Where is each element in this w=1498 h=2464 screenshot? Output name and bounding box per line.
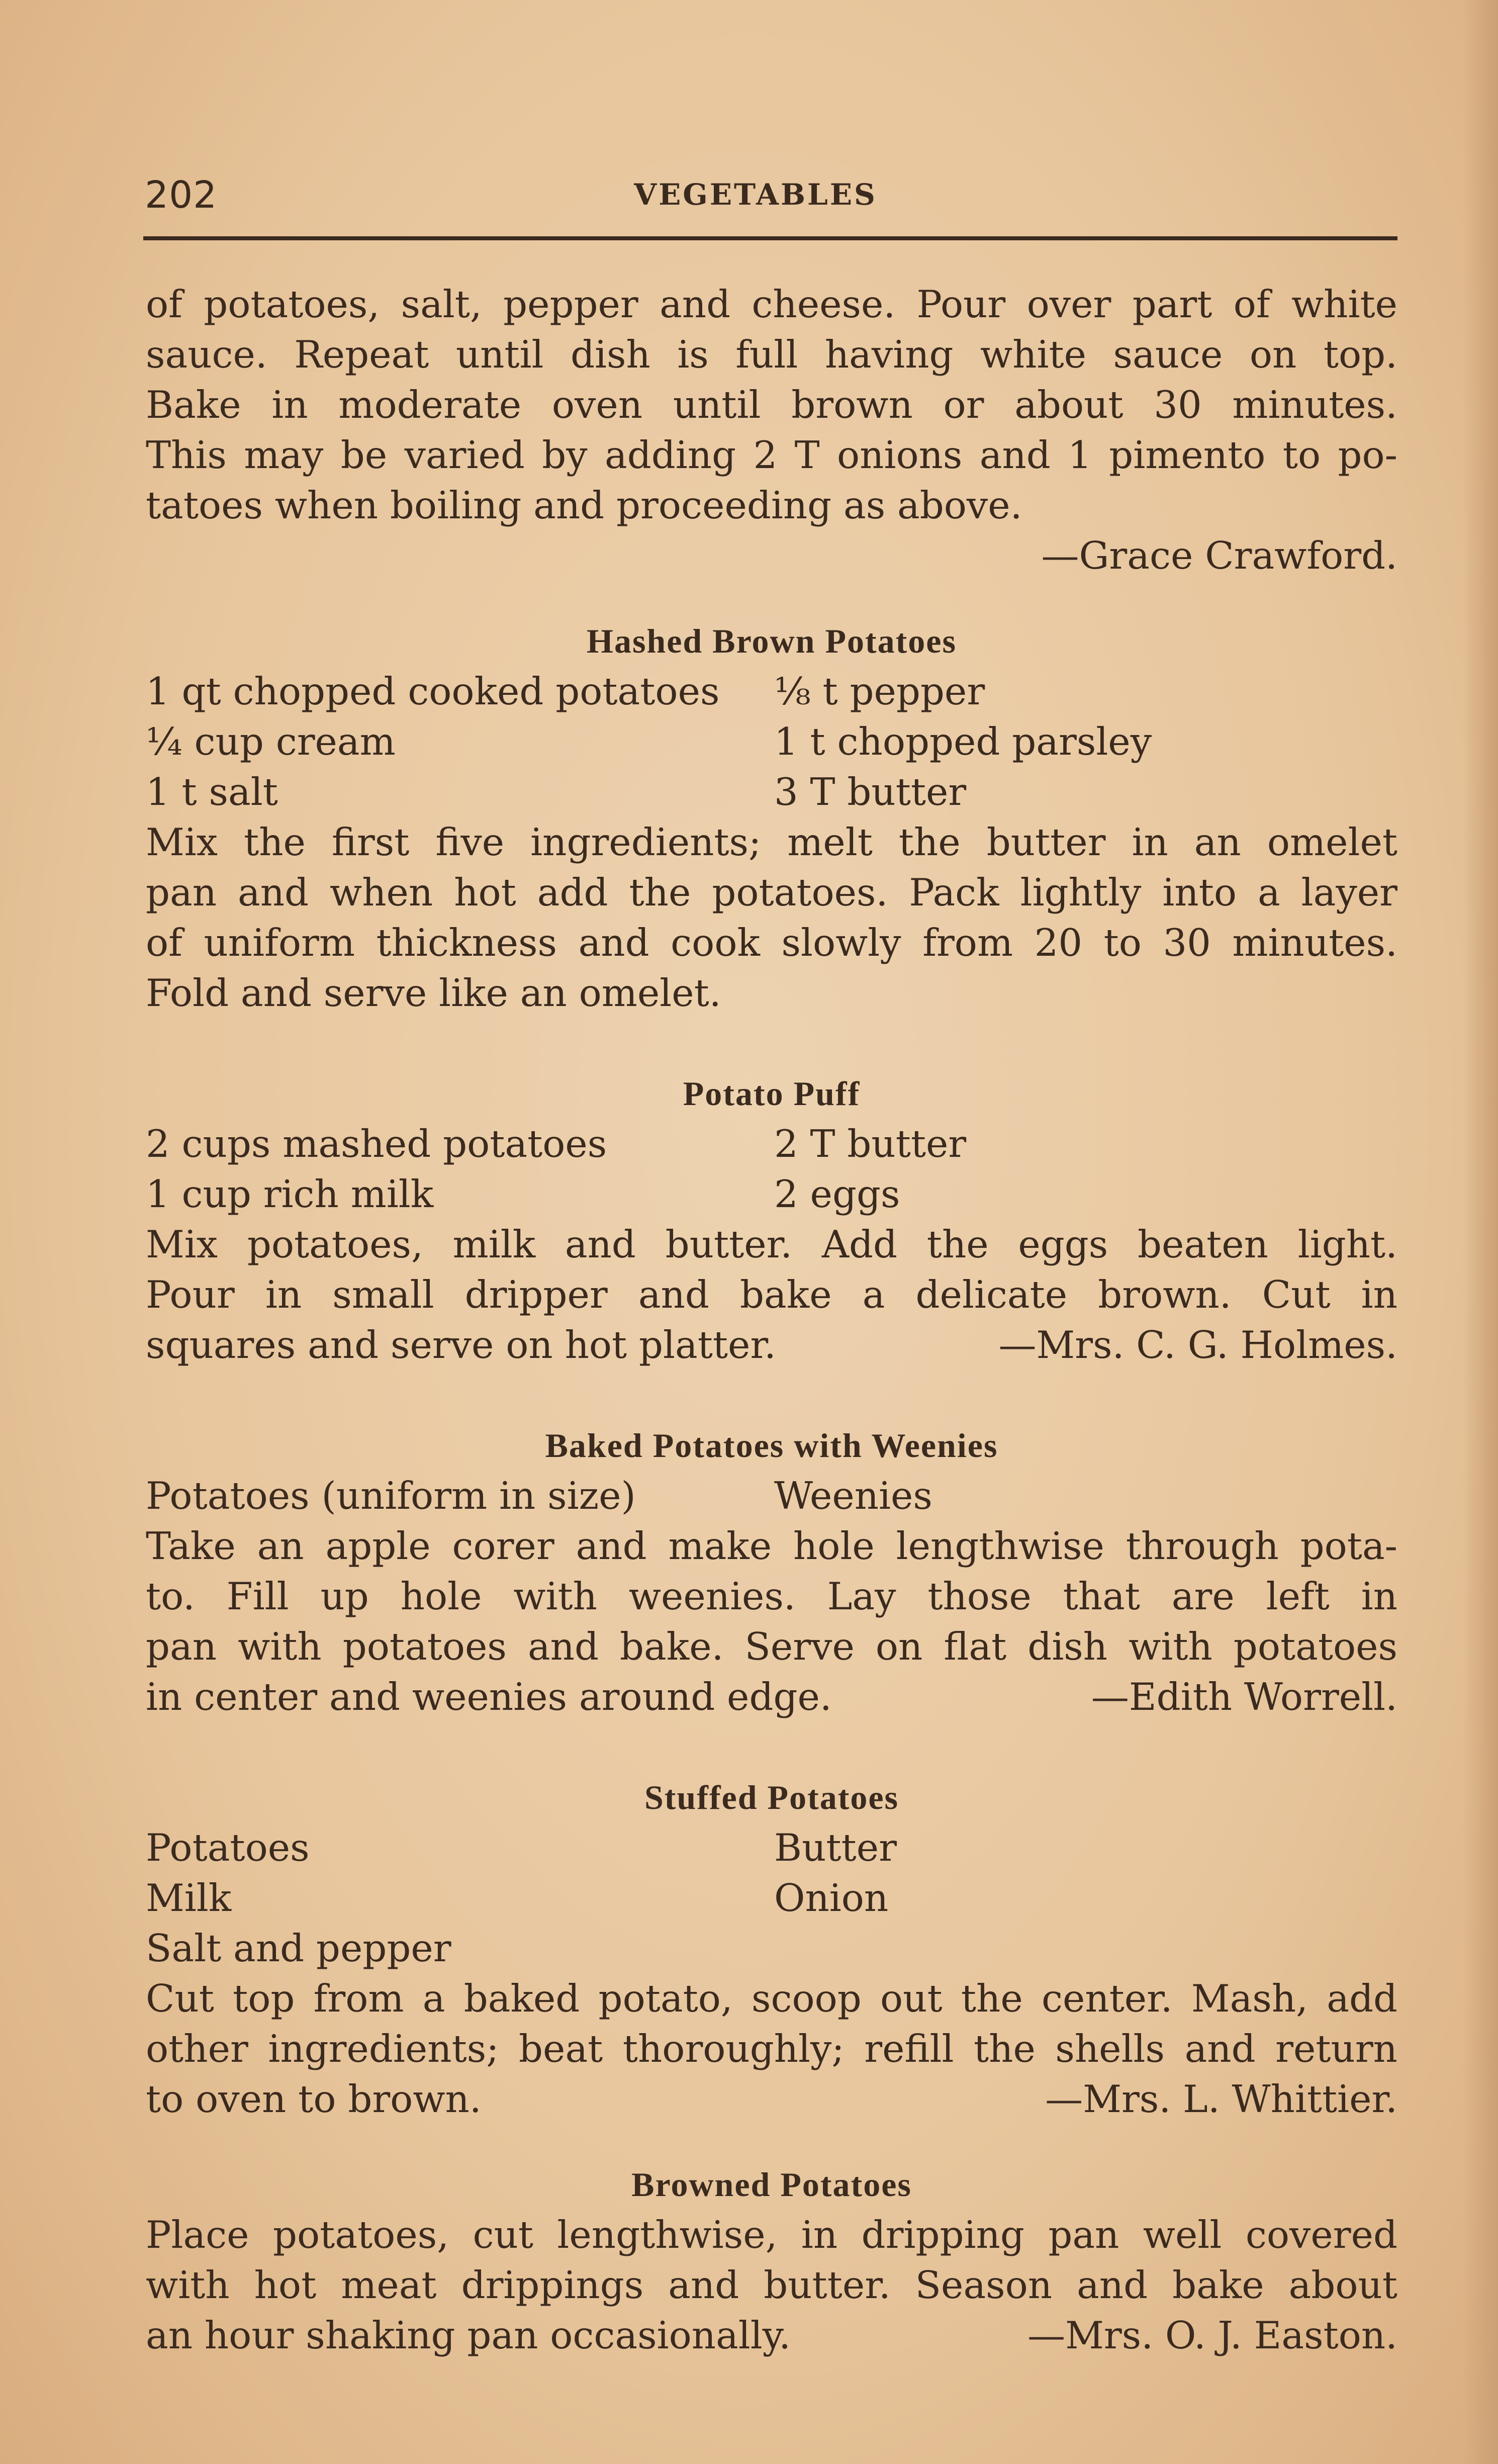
- recipe-title: Baked Potatoes with Weenies: [545, 1426, 998, 1465]
- continued-recipe: [146, 279, 1397, 581]
- paragraph-line: This may be varied by adding 2 T onions and 1 pimento to po-: [146, 433, 1397, 477]
- ingredient: 2 cups mashed potatoes: [146, 1122, 607, 1166]
- paragraph-line: Mix potatoes, milk and butter. Add the eggs beaten light.: [146, 1222, 1397, 1266]
- paragraph-line: [146, 1320, 1397, 1370]
- paragraph-line: Fold and serve like an omelet.: [146, 971, 721, 1015]
- recipe-hashed-brown-potatoes: [146, 616, 1397, 1018]
- paragraph-line: Bake in moderate oven until brown or about 30 minutes.: [146, 383, 1397, 427]
- ingredient: ⅛ t pepper: [774, 669, 985, 713]
- ingredient-row: [146, 1119, 1397, 1169]
- paragraph-line: of potatoes, salt, pepper and cheese. Pour over part of white: [146, 282, 1397, 326]
- page-content: [146, 279, 1397, 2360]
- ingredient: Butter: [774, 1826, 897, 1870]
- recipe-title: Browned Potatoes: [631, 2165, 912, 2204]
- paragraph-line: Mix the first five ingredients; melt the butter in an omelet: [146, 820, 1397, 864]
- ingredient: Onion: [774, 1876, 889, 1920]
- recipe-browned-potatoes: [146, 2159, 1397, 2360]
- recipe-attribution: —Mrs. C. G. Holmes.: [998, 1323, 1397, 1367]
- paragraph-line: Pour in small dripper and bake a delicate brown. Cut in: [146, 1272, 1397, 1317]
- recipe-attribution: —Grace Crawford.: [1041, 533, 1397, 578]
- recipe-title: Stuffed Potatoes: [644, 1778, 899, 1816]
- ingredient-row: [146, 1822, 1397, 1873]
- recipe-baked-potatoes-weenies: [146, 1420, 1397, 1722]
- section-title: VEGETABLES: [634, 177, 877, 212]
- ingredient-list: [146, 1119, 1397, 1219]
- ingredient: ¼ cup cream: [146, 719, 396, 764]
- paragraph-line: pan with potatoes and bake. Serve on flat dish with potatoes: [146, 1624, 1397, 1669]
- paragraph-line: [146, 2310, 1397, 2360]
- paragraph-line: tatoes when boiling and proceeding as above.: [146, 483, 1022, 527]
- paragraph-text: in center and weenies around edge.: [146, 1675, 832, 1719]
- paragraph-line: [146, 1672, 1397, 1722]
- paragraph-line: to. Fill up hole with weenies. Lay those that are left in: [146, 1574, 1397, 1618]
- paragraph-line: Place potatoes, cut lengthwise, in dripping pan well covered: [146, 2213, 1397, 2257]
- ingredient-list: [146, 1471, 1397, 1521]
- header-rule: [143, 236, 1397, 240]
- ingredient-list: [146, 1822, 1397, 1973]
- paragraph-line: Take an apple corer and make hole lengthwise through pota-: [146, 1524, 1397, 1568]
- ingredient-row: [146, 1923, 1397, 1973]
- paragraph-text: an hour shaking pan occasionally.: [146, 2313, 791, 2357]
- ingredient: 1 cup rich milk: [146, 1172, 434, 1216]
- paragraph-line: Cut top from a baked potato, scoop out the center. Mash, add: [146, 1976, 1397, 2021]
- recipe-stuffed-potatoes: [146, 1772, 1397, 2124]
- ingredient: 1 t salt: [146, 770, 278, 814]
- page-edge-shadow: [1463, 0, 1498, 2464]
- paragraph-line: pan and when hot add the potatoes. Pack lightly into a layer: [146, 870, 1397, 915]
- ingredient: Potatoes (uniform in size): [146, 1474, 636, 1518]
- paragraph-line: sauce. Repeat until dish is full having white sauce on top.: [146, 332, 1397, 377]
- ingredient: Salt and pepper: [146, 1926, 451, 1970]
- recipe-attribution: —Mrs. L. Whittier.: [1045, 2077, 1397, 2121]
- page-number: 202: [145, 173, 218, 217]
- ingredient: 2 T butter: [774, 1122, 967, 1166]
- recipe-title: Potato Puff: [683, 1074, 861, 1113]
- paragraph-line: [146, 2074, 1397, 2124]
- ingredient-list: [146, 666, 1397, 817]
- paragraph-text: to oven to brown.: [146, 2077, 482, 2121]
- ingredient-row: [146, 1873, 1397, 1923]
- ingredient-row: [146, 1169, 1397, 1219]
- ingredient-row: [146, 666, 1397, 716]
- recipe-title: Hashed Brown Potatoes: [587, 622, 957, 660]
- ingredient-row: [146, 1471, 1397, 1521]
- ingredient: 2 eggs: [774, 1172, 900, 1216]
- ingredient: Milk: [146, 1876, 232, 1920]
- recipe-potato-puff: [146, 1068, 1397, 1370]
- paragraph-line: of uniform thickness and cook slowly from 20 to 30 minutes.: [146, 921, 1397, 965]
- ingredient: Weenies: [774, 1474, 932, 1518]
- ingredient: 3 T butter: [774, 770, 967, 814]
- paragraph-line: other ingredients; beat thoroughly; refill the shells and return: [146, 2027, 1397, 2071]
- ingredient-row: [146, 716, 1397, 767]
- paragraph-line: with hot meat drippings and butter. Season and bake about: [146, 2263, 1397, 2307]
- ingredient: Potatoes: [146, 1826, 310, 1870]
- paragraph-text: squares and serve on hot platter.: [146, 1323, 776, 1367]
- recipe-attribution: —Mrs. O. J. Easton.: [1027, 2313, 1397, 2357]
- ingredient: 1 qt chopped cooked potatoes: [146, 669, 720, 713]
- running-head: [145, 173, 1396, 229]
- ingredient: 1 t chopped parsley: [774, 719, 1152, 764]
- recipe-attribution: —Edith Worrell.: [1091, 1675, 1397, 1719]
- ingredient-row: [146, 767, 1397, 817]
